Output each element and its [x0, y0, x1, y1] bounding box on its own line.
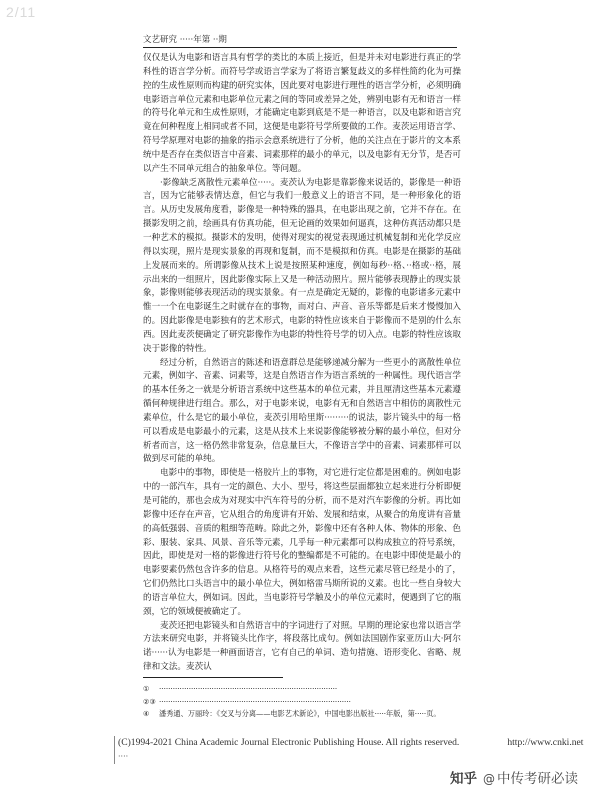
copyright-text: (C)1994-2021 China Academic Journal Electronic Publishing House. All rights reserved.: [118, 737, 460, 748]
footnote-mark: ①: [143, 684, 150, 693]
copyright-line: [118, 737, 584, 748]
footnote-text: ····················································································: [159, 696, 351, 706]
footnote-text: 潘秀通、万丽玲：《交叉与分离——电影艺术新论》，中国电影出版社·····年版，第·····页。: [159, 709, 441, 718]
paragraph-5: 麦茨还把电影镜头和自然语言中的字词进行了对照。早期的理论家也常以语言学方法来研究电影，并将镜头比作字，将段落比成句。例如法国剧作家亚历山大·阿尔诺······认为电影是一种画面语言，它有自己的单词、造句措施、语形变化、省略、规律和文法。麦茨认: [143, 620, 461, 673]
zhihu-logo: 知乎: [450, 771, 477, 787]
gutter-line: [114, 736, 115, 764]
footnote-mark: ②③: [143, 696, 156, 706]
zhihu-watermark: [450, 767, 578, 787]
paragraph-4: 电影中的事物，即使是一格胶片上的事物，对它进行定位都是困难的。例如电影中的一部汽车，具有一定的颜色、大小、型号，将这些层面都独立起来进行分析即便是可能的，那也会成为对现实中汽车符号的分析，而不是对汽车影像的分析。再比如影像中还存在声音，它从组合的角度讲有开始、发展和结束，从聚合的角度讲有音量的高低强弱、音质的粗细等范畴。除此之外，影像中还有各种人体、物体的形象、色彩、服装、家具、风景、音乐等元素，几乎每一种元素都可以构成独立的符号系统，因此，即使是对一格的影像进行符号化的整编都是不可能的。在电影中即使是最小的电影要素仍然包含许多的信息。从格符号的观点来看，这些元素尽管已经是小的了，它们仍然比口头语言中的最小单位大，例如格雷马斯所说的义素。也比一些自身较大的语言单位大，例如词。因此，当电影符号学触及小的单位元素时，便遇到了它的瓶颈，它的领域便被确定了。: [143, 468, 461, 617]
cnki-link[interactable]: http://www.cnki.net: [507, 737, 584, 748]
footnote-item: [143, 683, 461, 696]
footnote-item: [143, 708, 461, 721]
footnote-text: ··············································································: [159, 684, 338, 693]
paragraph-1: 仅仅是认为电影和语言具有哲学的类比的本质上接近，但是并未对电影进行真正的学科性的语言学分析。而符号学或语言学家为了将语言繁复歧义的多样性简约化为可操控的生成性原则而构建的研究实体，因此要对电影进行理性的语言学分析，必须明确电影语言单位元素和电影单位元素之间的等同或差异之处，辨别电影有无和语言一样的符号化单元和生成性原则，才能确定电影到底是不是一种语言，以及电影和语言究竟在何种程度上相同或者不同，这便是电影符号学所要做的工作。麦茨运用语言学、符号学原理对电影的抽象的指示会意系统进行了分析，他的关注点在于影片的文本系统中是否存在类似语言中音素、词素那样的最小的单元，以及电影有无分节，是否可以产生不同单元组合的抽象单位。等问题。: [143, 53, 461, 174]
footnote-item: [143, 696, 461, 709]
footnote-mark: ④: [143, 709, 150, 718]
paragraph-2: ·影像缺乏离散性元素单位·····。麦茨认为电影是靠影像来说话的，影像是一种语言，因为它能够表情达意，但它与我们一般意义上的语言不同，是一种形象化的语言。从历史发展角度看，影像是一种特殊的器具，在电影出现之前，它并不存在。在摄影发明之前，绘画具有仿真功能，但无论画的效果如何逼真，这种仿真活动都只是一种艺术的模拟。摄影术的发明，使得对现实的视觉表现通过机械复制和光化学反应得以实现，照片是现实景象的再现和复制，而不是模拟和仿真。电影是在摄影的基础上发展而来的。所谓影像从技术上说是按照某种速度，例如每秒··格、··格或··格，展示出来的一组照片，因此影像实际上又是一种活动照片。照片能够表现静止的现实景象，影像则能够表现活动的现实景象。有一点是确定无疑的，影像的电影诸多元素中惟一一个在电影诞生之时就存在的事物，而对白、声音、音乐等都是后来才慢慢加入的。因此影像是电影独有的艺术形式，电影的特性应该来自于影像而不是别的什么东西。因此麦茨便确定了研究影像作为电影的特性符号学的切入点。电影的特性应该取决于影像的特性。: [143, 177, 461, 354]
footnotes: [143, 683, 461, 721]
paragraph-3: 经过分析，自然语言的陈述和语意群总是能够递减分解为一些更小的离散性单位元素，例如字、音素、词素等，这是自然语言作为语言系统的一种属性。现代语言学的基本任务之一就是分析语言系统中这些基本的单位元素，并且厘清这些基本元素遵循何种规律进行组合。那么，对于电影来说，电影有无和自然语言中相仿的离散性元素单位，什么是它的最小单位，麦茨引用哈里斯·········的说法，影片镜头中的每一格可以看成是电影最小的元素，这是从技术上来说影像能够被分解的最小单位，但对分析者而言，这一格仍然非常复杂，信息量巨大，不像语言学中的音素、词素那样可以做到尽可能的单纯。: [143, 357, 461, 465]
at-icon: @: [483, 772, 495, 786]
watermark-author: 中传考研必读: [497, 771, 578, 787]
running-header: 文艺研究 ·····年第 ··期: [143, 33, 457, 48]
page-number: 2/11: [6, 4, 37, 20]
footer-tail: ····: [118, 752, 129, 761]
footnote-rule: [143, 677, 283, 678]
body-text: [143, 52, 461, 675]
